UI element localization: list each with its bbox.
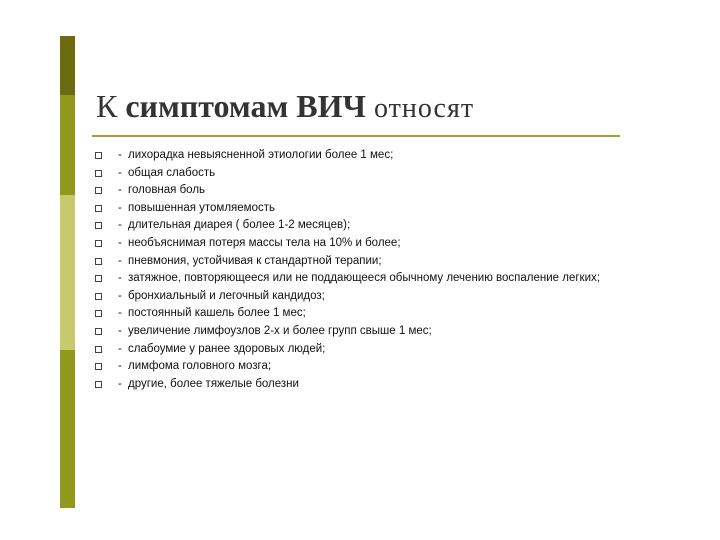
slide-title-suffix: относят	[374, 93, 475, 124]
item-dash: -	[118, 324, 122, 337]
item-dash: -	[118, 377, 122, 390]
item-dash: -	[118, 360, 122, 373]
list-item	[94, 235, 614, 253]
list-item	[94, 253, 614, 271]
item-dash: -	[118, 342, 122, 355]
list-item	[94, 376, 614, 394]
square-bullet-icon	[95, 328, 102, 335]
list-item	[94, 147, 614, 165]
list-item	[94, 217, 614, 235]
square-bullet-icon	[95, 170, 102, 177]
square-bullet-icon	[95, 293, 102, 300]
side-bar-segment-mid-lower	[60, 350, 75, 508]
list-item-text: бронхиальный и легочный кандидоз;	[128, 289, 325, 302]
side-bar-segment-light	[60, 195, 75, 350]
list-item-text: повышенная утомляемость	[128, 201, 275, 214]
list-item	[94, 200, 614, 218]
list-item	[94, 305, 614, 323]
list-item	[94, 358, 614, 376]
item-dash: -	[118, 149, 122, 161]
list-item-text: постоянный кашель более 1 мес;	[128, 307, 306, 320]
list-item-text: слабоумие у ранее здоровых людей;	[128, 342, 326, 355]
slide-title-emphasis: симптомам ВИЧ	[125, 88, 366, 124]
square-bullet-icon	[95, 222, 102, 229]
list-item	[94, 270, 614, 288]
list-item-text: лихорадка невыясненной этиологии более 1 мес;	[128, 149, 394, 161]
list-item	[94, 341, 614, 359]
list-item-text: необъяснимая потеря массы тела на 10% и более;	[128, 236, 401, 249]
square-bullet-icon	[95, 258, 102, 265]
item-dash: -	[118, 166, 122, 179]
list-item-text: другие, более тяжелые болезни	[128, 377, 299, 390]
slide-title-prefix: К	[96, 88, 118, 124]
list-item	[94, 288, 614, 306]
list-item-text: увеличение лимфоузлов 2-х и более групп свыше 1 мес;	[128, 324, 432, 337]
item-dash: -	[118, 272, 122, 285]
item-dash: -	[118, 184, 122, 197]
title-underline	[92, 135, 620, 137]
list-item-text: общая слабость	[128, 166, 216, 179]
item-dash: -	[118, 307, 122, 320]
list-item	[94, 165, 614, 183]
square-bullet-icon	[95, 346, 102, 353]
slide-title	[96, 88, 474, 125]
list-item-text: затяжное, повторяющееся или не поддающееся обычному лечению воспаление легких;	[128, 272, 600, 285]
list-item-text: длительная диарея ( более 1-2 месяцев);	[128, 219, 351, 232]
square-bullet-icon	[95, 275, 102, 282]
list-item	[94, 182, 614, 200]
item-dash: -	[118, 219, 122, 232]
side-bar-segment-dark	[60, 36, 75, 95]
item-dash: -	[118, 289, 122, 302]
decorative-side-bar	[60, 36, 75, 508]
list-item-text: головная боль	[128, 184, 206, 197]
item-dash: -	[118, 254, 122, 267]
symptom-list	[94, 147, 614, 393]
square-bullet-icon	[95, 152, 102, 159]
square-bullet-icon	[95, 205, 102, 212]
list-item-text: лимфома головного мозга;	[128, 360, 272, 373]
square-bullet-icon	[95, 363, 102, 370]
item-dash: -	[118, 201, 122, 214]
item-dash: -	[118, 236, 122, 249]
square-bullet-icon	[95, 240, 102, 247]
square-bullet-icon	[95, 187, 102, 194]
side-bar-segment-mid	[60, 95, 75, 195]
square-bullet-icon	[95, 381, 102, 388]
list-item-text: пневмония, устойчивая к стандартной терапии;	[128, 254, 382, 267]
square-bullet-icon	[95, 310, 102, 317]
list-item	[94, 323, 614, 341]
